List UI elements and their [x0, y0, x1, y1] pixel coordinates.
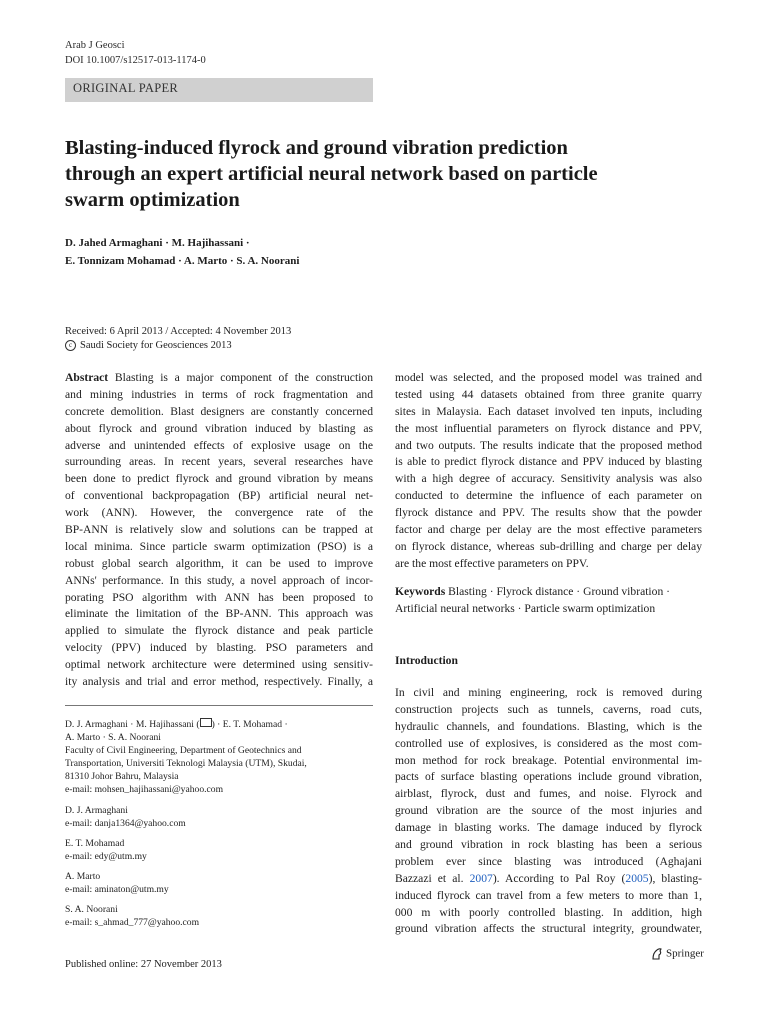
authors-line: E. Tonnizam Mohamad · A. Marto · S. A. Noorani	[65, 255, 300, 267]
abstract-line: of conventional backpropagation (BP) artificial neural net-	[65, 489, 373, 503]
abstract-line: been done to predict flyrock and ground vibration by means	[65, 472, 373, 486]
abstract-line: adverse and unintended effects of explosive usage on the	[65, 438, 373, 452]
introduction-line: In civil and mining engineering, rock is removed during	[395, 686, 702, 699]
aff-name: E. T. Mohamad	[65, 837, 125, 849]
aff-email: e-mail: aminaton@utm.my	[65, 884, 169, 896]
abstract-label: Abstract	[65, 371, 109, 384]
citation-link[interactable]: 2007	[469, 871, 493, 885]
introduction-line: pacts of surface blasting operations include ground vibration,	[395, 770, 702, 784]
aff-name: A. Marto	[65, 870, 101, 882]
abstract-line: factor and charge per delay are the most effective parameters	[395, 523, 702, 537]
published-online: Published online: 27 November 2013	[65, 959, 222, 970]
abstract-line: tested using 44 datasets obtained from three granite quarry	[395, 387, 702, 401]
aff-name: D. J. Armaghani	[65, 804, 128, 816]
aff-line: 81310 Johor Bahru, Malaysia	[65, 771, 179, 783]
abstract-line: is able to predict flyrock distance and PPV induced by blasting	[395, 455, 702, 469]
introduction-line: damage in blasting works. The damage induced by flyrock	[395, 821, 702, 835]
abstract-text: Blasting is a major component of the construction	[114, 371, 373, 384]
title-line: Blasting-induced flyrock and ground vibration prediction	[65, 137, 568, 159]
section-band	[65, 78, 373, 102]
abstract-left-column	[65, 370, 373, 691]
introduction-line: problem ever since blasting was introduced (Aghajani	[395, 854, 702, 868]
abstract-line: optimal network architecture were determined using sensitiv-	[65, 658, 373, 672]
publisher-logo	[650, 947, 704, 961]
copyright-text: Saudi Society for Geosciences 2013	[80, 340, 232, 351]
aff-name: S. A. Noorani	[65, 904, 118, 916]
abstract-line: applied to simulate the flyrock distance and peak particle	[65, 624, 373, 638]
abstract-line: robust global search algorithm, it can be used to improve	[65, 556, 373, 570]
abstract-line: sites in Malaysia. Each dataset involved ten inputs, including	[395, 404, 702, 418]
affiliations	[65, 718, 375, 929]
introduction-line: construction projects such as tunnels, caverns, road cuts,	[395, 702, 702, 716]
abstract-line: the most influential parameters on flyrock distance and PPV,	[395, 421, 702, 435]
introduction-body	[395, 685, 702, 938]
abstract-line: on flyrock distance, whereas sub-drilling and charge per delay	[395, 539, 702, 553]
introduction-line: and ground vibration in rock blasting has been a serious	[395, 838, 702, 852]
abstract-line: local minima. Since particle swarm optimization (PSO) is a	[65, 539, 373, 553]
journal-name: Arab J Geosci	[65, 40, 125, 51]
abstract-line: with a high degree of accuracy. Sensitivity analysis was also	[395, 472, 702, 486]
introduction-line: ground vibration affects the structural integrity, groundwater,	[395, 922, 702, 936]
citation-link[interactable]: 2005	[625, 871, 649, 885]
keywords-line: Blasting · Flyrock distance · Ground vibration ·	[448, 585, 671, 598]
paper-title	[65, 135, 705, 213]
copyright-line	[65, 339, 291, 353]
section-label: ORIGINAL PAPER	[73, 81, 179, 95]
springer-horse-icon	[650, 947, 664, 961]
abstract-line: are the most effective parameters on PPV.	[395, 556, 589, 570]
title-line: through an expert artificial neural network based on particle	[65, 163, 598, 185]
introduction-heading: Introduction	[395, 654, 458, 667]
introduction-line: airblast, flyrock, dust and fumes, and noise. Flyrock and	[395, 787, 702, 801]
aff-email: e-mail: edy@utm.my	[65, 850, 147, 862]
abstract-line: velocity (PPV) induced by blasting. PSO parameters and	[65, 641, 373, 655]
abstract-line: BP-ANN is relatively slow and solutions can be trapped at	[65, 523, 373, 537]
copyright-icon: c	[65, 340, 76, 351]
keywords-label: Keywords	[395, 585, 446, 598]
introduction-line: mon method for rock breakage. Potential environmental im-	[395, 753, 702, 767]
abstract-line: porating PSO algorithm with ANN has been proposed to	[65, 590, 373, 604]
introduction-line: ground vibration are the source of the most injuries and	[395, 804, 702, 818]
authors-line: D. Jahed Armaghani · M. Hajihassani ·	[65, 237, 250, 249]
introduction-line: induced flyrock can travel from a few meters to more than 1,	[395, 888, 702, 902]
aff-text: ) · E. T. Mohamad ·	[211, 719, 288, 730]
abstract-line: model was selected, and the proposed model was trained and	[395, 371, 702, 384]
abstract-line: ANNs' performance. In this study, a novel approach of incor-	[65, 573, 373, 587]
aff-line: Transportation, Universiti Teknologi Malaysia (UTM), Skudai,	[65, 758, 307, 770]
abstract-line: and two outputs. The results indicate that the proposed method	[395, 438, 702, 452]
introduction-text: Bazzazi et al.	[395, 871, 470, 885]
abstract-line: ity analysis and trial and error method, respectively. Finally, a	[65, 675, 373, 689]
abstract-line: eliminate the limitation of the BP-ANN. This approach was	[65, 607, 373, 621]
introduction-line: hydraulic channels, and foundations. Blasting, which is the	[395, 719, 702, 733]
title-line: swarm optimization	[65, 189, 240, 211]
envelope-icon	[200, 718, 212, 727]
keywords-line: Artificial neural networks · Particle swarm optimization	[395, 601, 656, 615]
abstract-line: surrounding areas. In recent years, several researches have	[65, 455, 373, 469]
introduction-text: ). According to Pal Roy (	[492, 871, 626, 885]
abstract-line: work (ANN). However, the convergence rate of the	[65, 506, 373, 520]
introduction-line: controlled use of explosives, is considered as the most com-	[395, 736, 702, 750]
aff-line: A. Marto · S. A. Noorani	[65, 732, 161, 744]
introduction-line	[395, 871, 702, 888]
abstract-line: conducted to determine the influence of each parameter on	[395, 489, 702, 503]
abstract-line	[65, 370, 373, 387]
abstract-line: concrete demolition. Blast designers are constantly concerned	[65, 404, 373, 418]
aff-line: Faculty of Civil Engineering, Department of Geotechnics and	[65, 745, 302, 757]
publisher-name: Springer	[666, 947, 704, 960]
footnote-rule	[65, 705, 373, 706]
dates	[65, 325, 291, 353]
introduction-text: ), blasting-	[648, 871, 702, 885]
authors	[65, 234, 299, 270]
aff-email: e-mail: s_ahmad_777@yahoo.com	[65, 917, 200, 929]
aff-email: e-mail: danja1364@yahoo.com	[65, 817, 186, 829]
abstract-line: and mining industries in terms of rock fragmentation and	[65, 387, 373, 401]
abstract-line: flyrock distance and PPV. The results show that the powder	[395, 506, 702, 520]
abstract-right-column	[395, 370, 702, 573]
aff-text: D. J. Armaghani · M. Hajihassani (	[65, 719, 200, 730]
introduction-line: 000 m with poorly controlled blasting. In addition, high	[395, 905, 702, 919]
received-accepted: Received: 6 April 2013 / Accepted: 4 November 2013	[65, 326, 292, 337]
abstract-line: about flyrock and ground vibration induced by blasting as	[65, 421, 373, 435]
aff-email: e-mail: mohsen_hajihassani@yahoo.com	[65, 784, 224, 796]
keywords	[395, 584, 705, 617]
doi: DOI 10.1007/s12517-013-1174-0	[65, 55, 206, 66]
